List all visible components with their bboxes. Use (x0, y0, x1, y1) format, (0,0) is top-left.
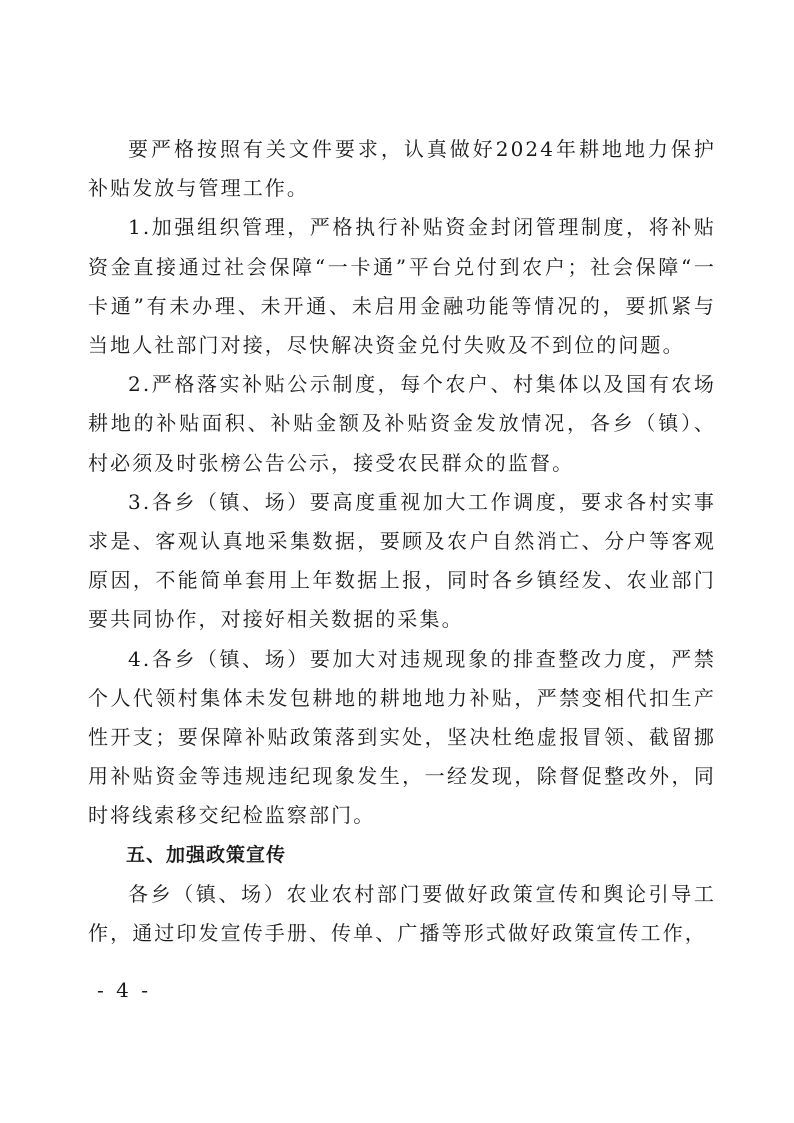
paragraph-item-3: 3.各乡（镇、场）要高度重视加大工作调度，要求各村实事求是、客观认真地采集数据，要顾及农户自然消亡、分户等客观原因，不能简单套用上年数据上报，同时各乡镇经发、农业部门要共同协作，对接好相关数据的采集。 (88, 489, 716, 632)
section-heading: 五、加强政策宣传 (126, 843, 287, 866)
paragraph-item-4: 4.各乡（镇、场）要加大对违规现象的排查整改力度，严禁个人代领村集体未发包耕地的耕地地力补贴，严禁变相代扣生产性开支；要保障补贴政策落到实处，坚决杜绝虚报冒领、截留挪用补贴资金等违规违纪现象发生，一经发现，除督促整改外，同时将线索移交纪检监察部门。 (88, 646, 716, 828)
paragraph-item-1: 1.加强组织管理，严格执行补贴资金封闭管理制度，将补贴资金直接通过社会保障“一卡通”平台兑付到农户；社会保障“一卡通”有未办理、未开通、未启用金融功能等情况的，要抓紧与当地人社部门对接，尽快解决资金兑付失败及不到位的问题。 (88, 215, 716, 358)
document-body (88, 130, 716, 953)
paragraph-closing: 各乡（镇、场）农业农村部门要做好政策宣传和舆论引导工作，通过印发宣传手册、传单、广播等形式做好政策宣传工作， (88, 881, 716, 946)
paragraph-item-2: 2.严格落实补贴公示制度，每个农户、村集体以及国有农场耕地的补贴面积、补贴金额及补贴资金发放情况，各乡（镇）、村必须及时张榜公告公示，接受农民群众的监督。 (88, 372, 716, 475)
page-number: - 4 - (97, 978, 151, 1002)
paragraph-intro: 要严格按照有关文件要求，认真做好2024年耕地地力保护补贴发放与管理工作。 (88, 137, 716, 201)
